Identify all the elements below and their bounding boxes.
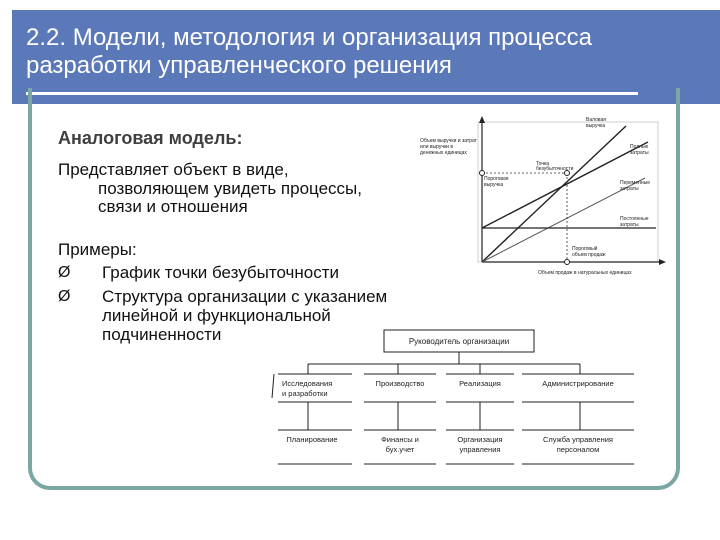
description-line-2: позволяющем увидеть процессы, — [98, 179, 362, 198]
breakeven-label-2: безубыточности — [536, 166, 574, 172]
y-axis-label-2: или выручки в — [420, 144, 453, 150]
series-label-variable-1: Переменные — [620, 180, 651, 186]
org-dept-production: Производство — [375, 379, 425, 388]
org-unit-management-1: Организация — [457, 435, 503, 444]
slide-title: 2.2. Модели, методология и организация процесса разработки управленческого решения — [26, 24, 592, 79]
org-bracket — [272, 374, 274, 398]
y-axis-arrow-icon — [479, 116, 485, 123]
org-root-label: Руководитель организации — [408, 337, 510, 346]
series-label-total-2: затраты — [630, 150, 649, 156]
threshold-volume-marker — [565, 260, 570, 265]
y-axis-label-1: Объем выручки и затрат — [420, 138, 477, 144]
org-unit-finance-1: Финансы и — [381, 435, 419, 444]
series-label-total-1: Полные — [630, 144, 649, 150]
threshold-revenue-label-1: Пороговая — [484, 176, 509, 182]
description-line-3: связи и отношения — [98, 197, 248, 216]
org-unit-hr-1: Служба управления — [542, 435, 614, 444]
y-axis-label-3: денежных единицах — [420, 150, 467, 156]
x-axis-arrow-icon — [659, 259, 666, 265]
org-dept-research-2: и разработки — [282, 389, 328, 398]
example-2-line-1: Структура организации с указанием — [102, 287, 388, 306]
series-label-variable-2: затраты — [620, 186, 639, 192]
org-dept-admin: Администрирование — [542, 379, 614, 388]
breakeven-chart — [420, 112, 668, 284]
series-label-revenue-1: Валовая — [586, 117, 606, 123]
bullet-arrow-icon: Ø — [58, 264, 71, 281]
breakeven-label-1: Точка — [536, 161, 550, 167]
threshold-revenue-marker — [480, 171, 485, 176]
x-axis-label: Объем продаж в натуральных единицах — [538, 270, 632, 276]
description-line-1: Представляет объект в виде, — [58, 160, 289, 179]
org-unit-planning: Планирование — [286, 435, 338, 444]
example-1: График точки безубыточности — [102, 263, 340, 282]
org-unit-finance-2: бух.учет — [385, 445, 415, 454]
model-heading: Аналоговая модель: — [58, 128, 243, 148]
org-dept-research-1: Исследования — [282, 379, 333, 388]
org-unit-management-2: управления — [459, 445, 501, 454]
org-unit-hr-2: персоналом — [556, 445, 600, 454]
series-label-fixed-1: Постоянные — [620, 216, 649, 222]
threshold-revenue-label-2: выручка — [484, 182, 504, 188]
series-label-fixed-2: затраты — [620, 222, 639, 228]
bullet-arrow-icon: Ø — [58, 288, 71, 305]
example-2-line-3: подчиненности — [102, 325, 222, 344]
threshold-volume-label-2: объем продаж — [572, 252, 606, 258]
org-chart — [268, 326, 638, 474]
org-dept-sales: Реализация — [459, 379, 501, 388]
series-label-revenue-2: выручка — [586, 123, 606, 129]
example-2-line-2: линейной и функциональной — [102, 306, 331, 325]
examples-label: Примеры: — [58, 240, 137, 259]
threshold-volume-label-1: Пороговый — [572, 246, 598, 252]
